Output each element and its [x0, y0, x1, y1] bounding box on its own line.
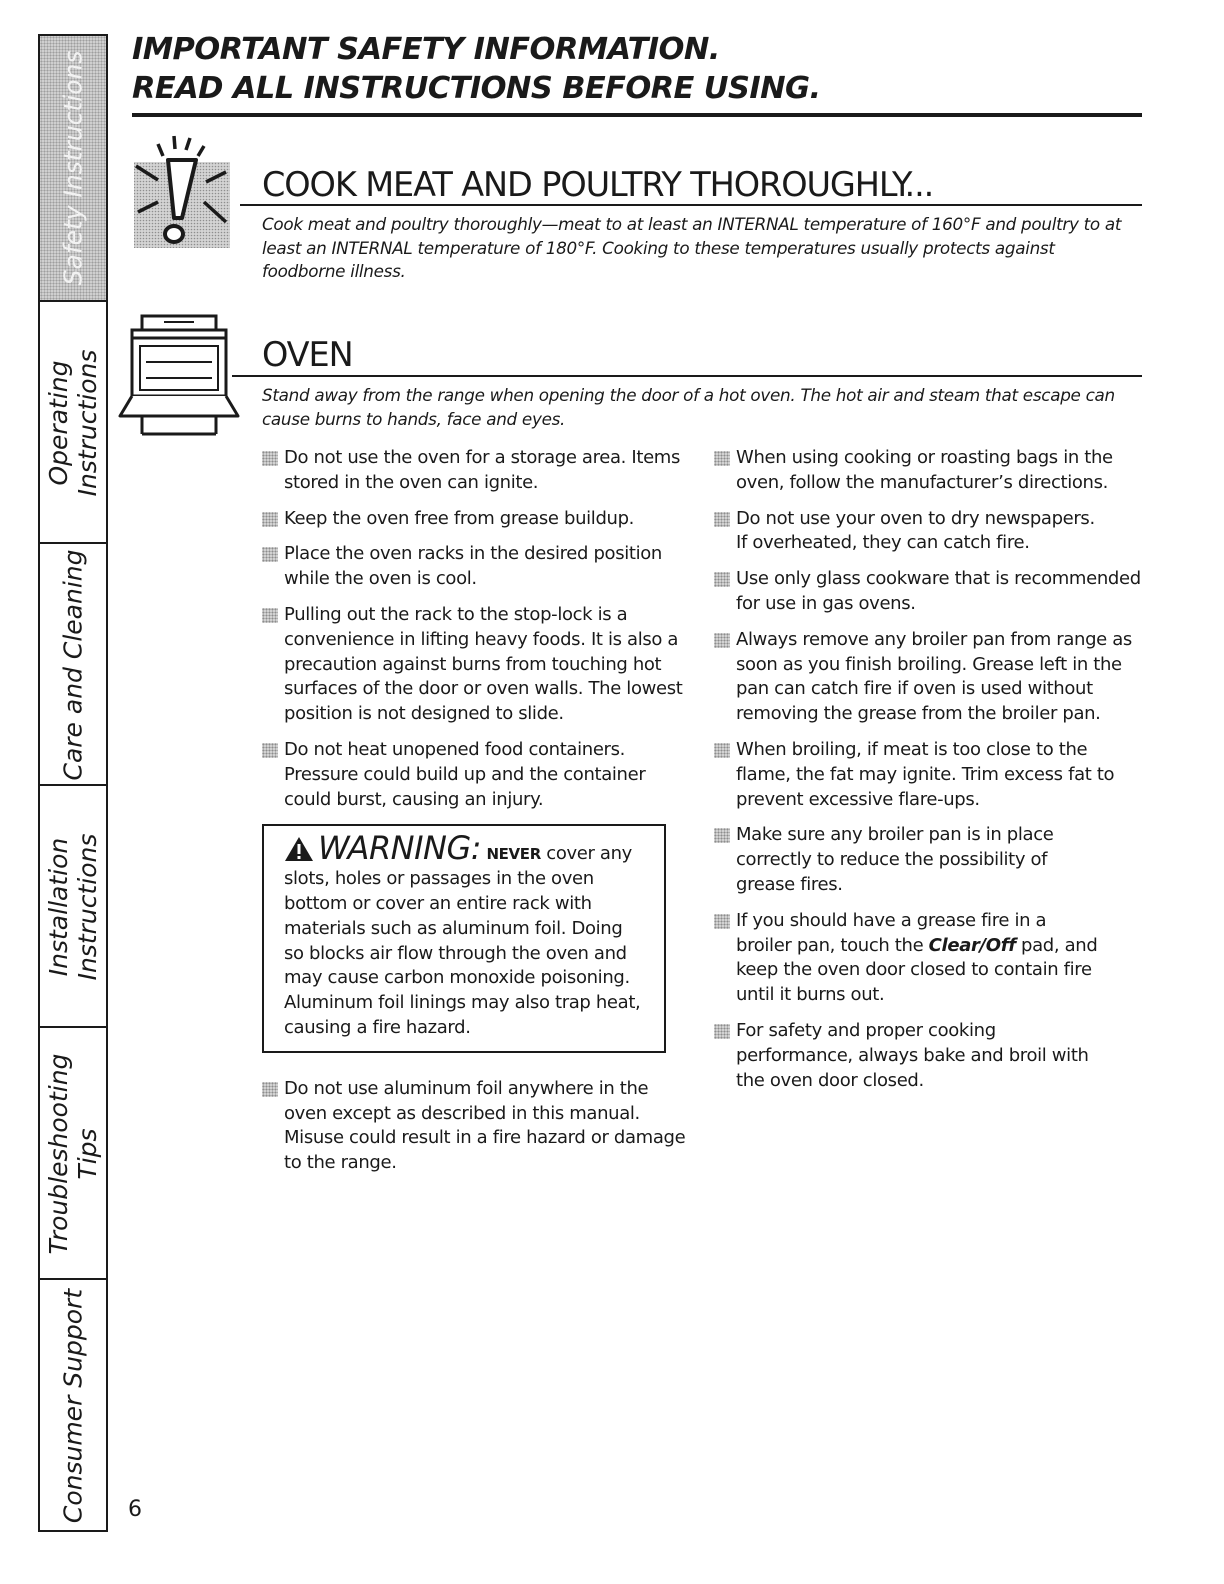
list-item: If you should have a grease fire in a broiler pan, touch the Clear/Off pad, and keep the oven door closed to contain fire until it burns out.: [714, 909, 1099, 1008]
bullet-square-icon: [262, 743, 278, 758]
list-item: Do not heat unopened food containers. Pressure could build up and the container could burst, causing an injury.: [262, 738, 662, 812]
bullet-square-icon: [714, 512, 730, 527]
page-number: 6: [128, 1497, 142, 1522]
list-item: Pulling out the rack to the stop-lock is a convenience in lifting heavy foods. It is also a precaution against burns from touching hot surfaces of the door or oven walls. The lowest position is not designed to slide.: [262, 603, 692, 727]
list-item: Do not use your oven to dry newspapers. If overheated, they can catch fire.: [714, 507, 1109, 557]
tab-installation-instructions[interactable]: [40, 788, 106, 1028]
bullet-square-icon: [714, 743, 730, 758]
header-divider: [132, 113, 1142, 117]
warning-box: [262, 824, 666, 1052]
list-item: Always remove any broiler pan from range as soon as you finish broiling. Grease left in the pan can catch fire if oven is used without removing the grease from the broiler pan.: [714, 628, 1132, 727]
tab-label: Care and Cleaning: [58, 549, 88, 781]
bullet-square-icon: [262, 1082, 278, 1097]
tab-label: Operating: [44, 360, 73, 486]
clear-off-pad-label: Clear/Off: [928, 934, 1016, 956]
warning-never: NEVER: [486, 845, 541, 864]
tab-label-line2: Instructions: [73, 349, 102, 497]
bullet-square-icon: [714, 828, 730, 843]
list-item: Make sure any broiler pan is in place correctly to reduce the possibility of grease fires.: [714, 823, 1084, 897]
oven-heading: OVEN: [262, 335, 353, 374]
cook-meat-heading: COOK MEAT AND POULTRY THOROUGHLY...: [262, 165, 934, 204]
list-item: Use only glass cookware that is recommended for use in gas ovens.: [714, 567, 1146, 617]
tab-label: Safety Instructions: [58, 50, 88, 286]
bullet-square-icon: [262, 608, 278, 623]
tab-label-line2: Tips: [73, 1128, 102, 1180]
page-title: [132, 30, 1142, 108]
tab-operating-instructions[interactable]: [40, 304, 106, 544]
bullet-square-icon: [262, 451, 278, 466]
list-item: Do not use aluminum foil anywhere in the oven except as described in this manual. Misuse could result in a fire hazard or damage to the range.: [262, 1077, 692, 1176]
cook-meat-body: Cook meat and poultry thoroughly—meat to at least an INTERNAL temperature of 160°F and poultry to at least an INTERNAL temperature of 180°F. Cooking to these temperatures usually protects against foodborne illness.: [262, 214, 1122, 281]
section-tab-column: [38, 34, 108, 1532]
list-item: When using cooking or roasting bags in the oven, follow the manufacturer’s directions.: [714, 446, 1124, 496]
oven-icon: [118, 312, 240, 440]
bullet-square-icon: [714, 1024, 730, 1039]
tab-label-line2: Instructions: [73, 833, 102, 981]
bullet-square-icon: [262, 512, 278, 527]
oven-left-column: [262, 446, 702, 1187]
tab-label: Installation: [44, 837, 73, 977]
warning-text: cover any slots, holes or passages in the oven bottom or cover an entire rack with materials such as aluminum foil. Doing so blocks air flow through the oven and may cause carbon monoxide poisoning. Aluminum foil linings may also trap heat, causing a fire hazard.: [284, 843, 641, 1038]
list-item: Place the oven racks in the desired position while the oven is cool.: [262, 542, 672, 592]
bullet-square-icon: [714, 451, 730, 466]
bullet-square-icon: [714, 914, 730, 929]
list-item: Do not use the oven for a storage area. Items stored in the oven can ignite.: [262, 446, 702, 496]
bullet-square-icon: [262, 547, 278, 562]
bullet-square-icon: [714, 633, 730, 648]
tab-troubleshooting-tips[interactable]: [40, 1030, 106, 1280]
oven-intro: Stand away from the range when opening the door of a hot oven. The hot air and steam that escape can cause burns to hands, face and eyes.: [262, 385, 1115, 429]
list-item: Keep the oven free from grease buildup.: [262, 507, 702, 532]
warning-title: WARNING:: [318, 829, 482, 868]
exclamation-alert-icon: [118, 132, 248, 252]
warning-triangle-icon: [284, 836, 314, 862]
oven-right-column: [714, 446, 1146, 1104]
list-item: When broiling, if meat is too close to the flame, the fat may ignite. Trim excess fat to prevent excessive flare-ups.: [714, 738, 1146, 812]
tab-care-and-cleaning[interactable]: [40, 546, 106, 786]
list-item: For safety and proper cooking performance, always bake and broil with the oven door closed.: [714, 1019, 1114, 1093]
cook-meat-divider: [240, 204, 1142, 206]
page-title-line1: IMPORTANT SAFETY INFORMATION.: [132, 32, 720, 67]
tab-label: Troubleshooting: [44, 1053, 73, 1255]
oven-divider: [232, 375, 1142, 377]
tab-safety-instructions[interactable]: [40, 36, 106, 302]
page-title-line2: READ ALL INSTRUCTIONS BEFORE USING.: [132, 71, 821, 106]
tab-consumer-support[interactable]: [40, 1282, 106, 1530]
bullet-square-icon: [714, 572, 730, 587]
tab-label: Consumer Support: [58, 1288, 88, 1524]
